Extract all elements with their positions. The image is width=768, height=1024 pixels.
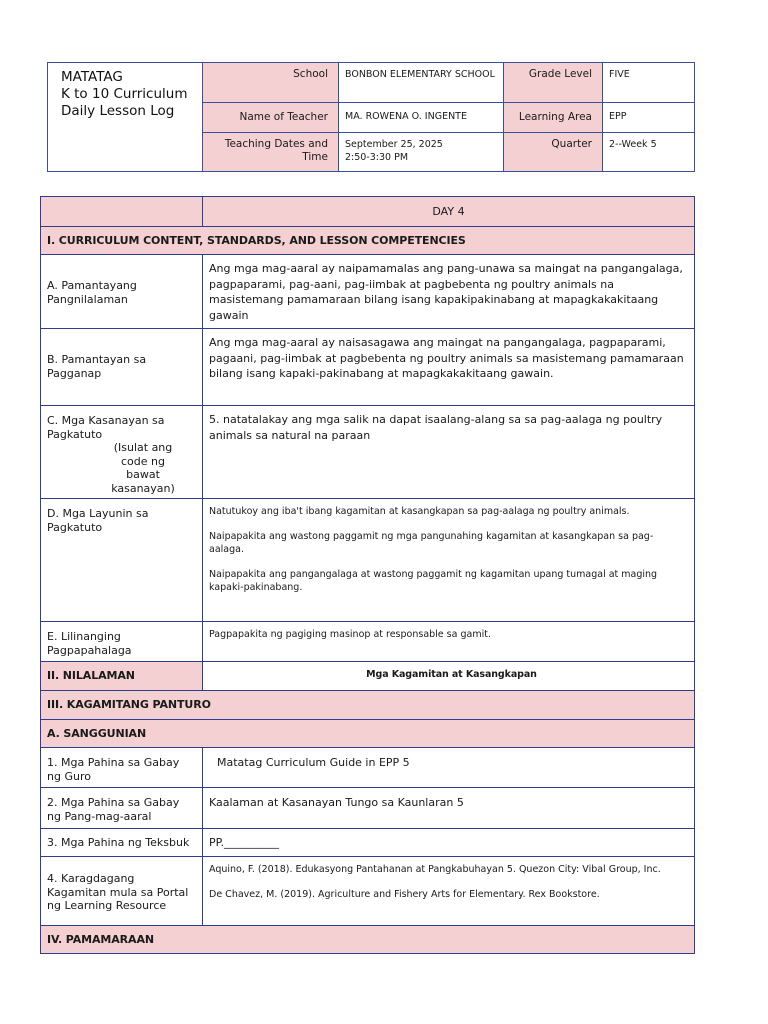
learning-competencies-label xyxy=(41,406,203,499)
reference-item: Aquino, F. (2018). Edukasyong Pantahanan at Pangkabuhayan 5. Quezon City: Vibal Group, Inc. xyxy=(209,864,661,875)
portal-resources-text xyxy=(203,857,695,926)
teacher-guide-text: Matatag Curriculum Guide in EPP 5 xyxy=(203,748,695,788)
section-procedure-title: IV. PAMAMARAAN xyxy=(41,926,695,954)
teaching-dates-value xyxy=(339,133,504,172)
learning-competencies-text: 5. natatalakay ang mga salik na dapat isaalang-alang sa sa pag-aalaga ng poultry animals sa natural na paraan xyxy=(203,406,695,499)
content-standards-text: Ang mga mag-aaral ay naipamamalas ang pang-unawa sa maingat na pangangalaga, pagpaparami, pag-aani, pag-iimbak at pagbebenta ng poultry animals na masistemang pamamaraan bilang isang kapakipakinabang at mapagkakakitaang gawain xyxy=(203,255,695,329)
teaching-date: September 25, 2025 xyxy=(345,139,443,150)
competencies-note: (Isulat ang code ng bawat kasanayan) xyxy=(111,441,175,495)
learner-guide-text: Kaalaman at Kasanayan Tungo sa Kaunlaran 5 xyxy=(203,788,695,829)
header-table xyxy=(47,62,695,172)
teacher-value: MA. ROWENA O. INGENTE xyxy=(339,103,504,133)
learning-objectives-text xyxy=(203,499,695,622)
grade-level-label: Grade Level xyxy=(504,63,603,103)
reference-item: De Chavez, M. (2019). Agriculture and Fishery Arts for Elementary. Rex Bookstore. xyxy=(209,888,600,900)
quarter-value: 2--Week 5 xyxy=(603,133,695,172)
teaching-dates-label: Teaching Dates and Time xyxy=(203,133,339,172)
values-label: E. Lilinanging Pagpapahalaga xyxy=(41,622,203,662)
portal-resources-label: 4. Karagdagang Kagamitan mula sa Portal ng Learning Resource xyxy=(41,857,203,926)
textbook-pages-label: 3. Mga Pahina ng Teksbuk xyxy=(41,829,203,857)
section-materials-title: III. KAGAMITANG PANTURO xyxy=(41,691,695,720)
section-content-text: Mga Kagamitan at Kasangkapan xyxy=(203,662,695,691)
performance-standards-text: Ang mga mag-aaral ay naisasagawa ang maingat na pangangalaga, pagpaparami, pagaani, pag-iimbak at pagbebenta ng poultry animals sa masistemang pamamaraan bilang isang kapaki-pakinabang at mapagkakakitaang gawain. xyxy=(203,329,695,406)
school-value: BONBON ELEMENTARY SCHOOL xyxy=(339,63,504,103)
quarter-label: Quarter xyxy=(504,133,603,172)
learning-area-value: EPP xyxy=(603,103,695,133)
section-curriculum-title: I. CURRICULUM CONTENT, STANDARDS, AND LESSON COMPETENCIES xyxy=(41,227,695,255)
values-text: Pagpapakita ng pagiging masinop at responsable sa gamit. xyxy=(203,622,695,662)
title-line3: Daily Lesson Log xyxy=(61,103,175,119)
teacher-guide-label: 1. Mga Pahina sa Gabay ng Guro xyxy=(41,748,203,788)
objective-item: Naipapakita ang pangangalaga at wastong paggamit ng kagamitan upang tumagal at maging kapaki-pakinabang. xyxy=(209,568,658,593)
grade-level-value: FIVE xyxy=(603,63,695,103)
day-label: DAY 4 xyxy=(203,197,695,227)
day-header-blank xyxy=(41,197,203,227)
school-label: School xyxy=(203,63,339,103)
content-standards-label: A. Pamantayang Pangnilalaman xyxy=(41,255,203,329)
learning-objectives-label: D. Mga Layunin sa Pagkatuto xyxy=(41,499,203,622)
performance-standards-label: B. Pamantayan sa Pagganap xyxy=(41,329,203,406)
lesson-log-table xyxy=(40,196,695,954)
objective-item: Naipapakita ang wastong paggamit ng mga pangunahing kagamitan at kasangkapan sa pag-aalaga. xyxy=(209,530,654,555)
teacher-label: Name of Teacher xyxy=(203,103,339,133)
section-references-title: A. SANGGUNIAN xyxy=(41,720,695,748)
textbook-pages-text: PP.__________ xyxy=(203,829,695,857)
learning-area-label: Learning Area xyxy=(504,103,603,133)
section-content-title: II. NILALAMAN xyxy=(41,662,203,691)
title-line2: K to 10 Curriculum xyxy=(61,86,188,102)
competencies-heading: C. Mga Kasanayan sa Pagkatuto xyxy=(47,414,165,441)
title-line1: MATATAG xyxy=(61,69,123,85)
teaching-time: 2:50-3:30 PM xyxy=(345,152,409,163)
learner-guide-label: 2. Mga Pahina sa Gabay ng Pang-mag-aaral xyxy=(41,788,203,829)
document-title xyxy=(48,63,203,172)
objective-item: Natutukoy ang iba't ibang kagamitan at kasangkapan sa pag-aalaga ng poultry animals. xyxy=(209,506,630,517)
